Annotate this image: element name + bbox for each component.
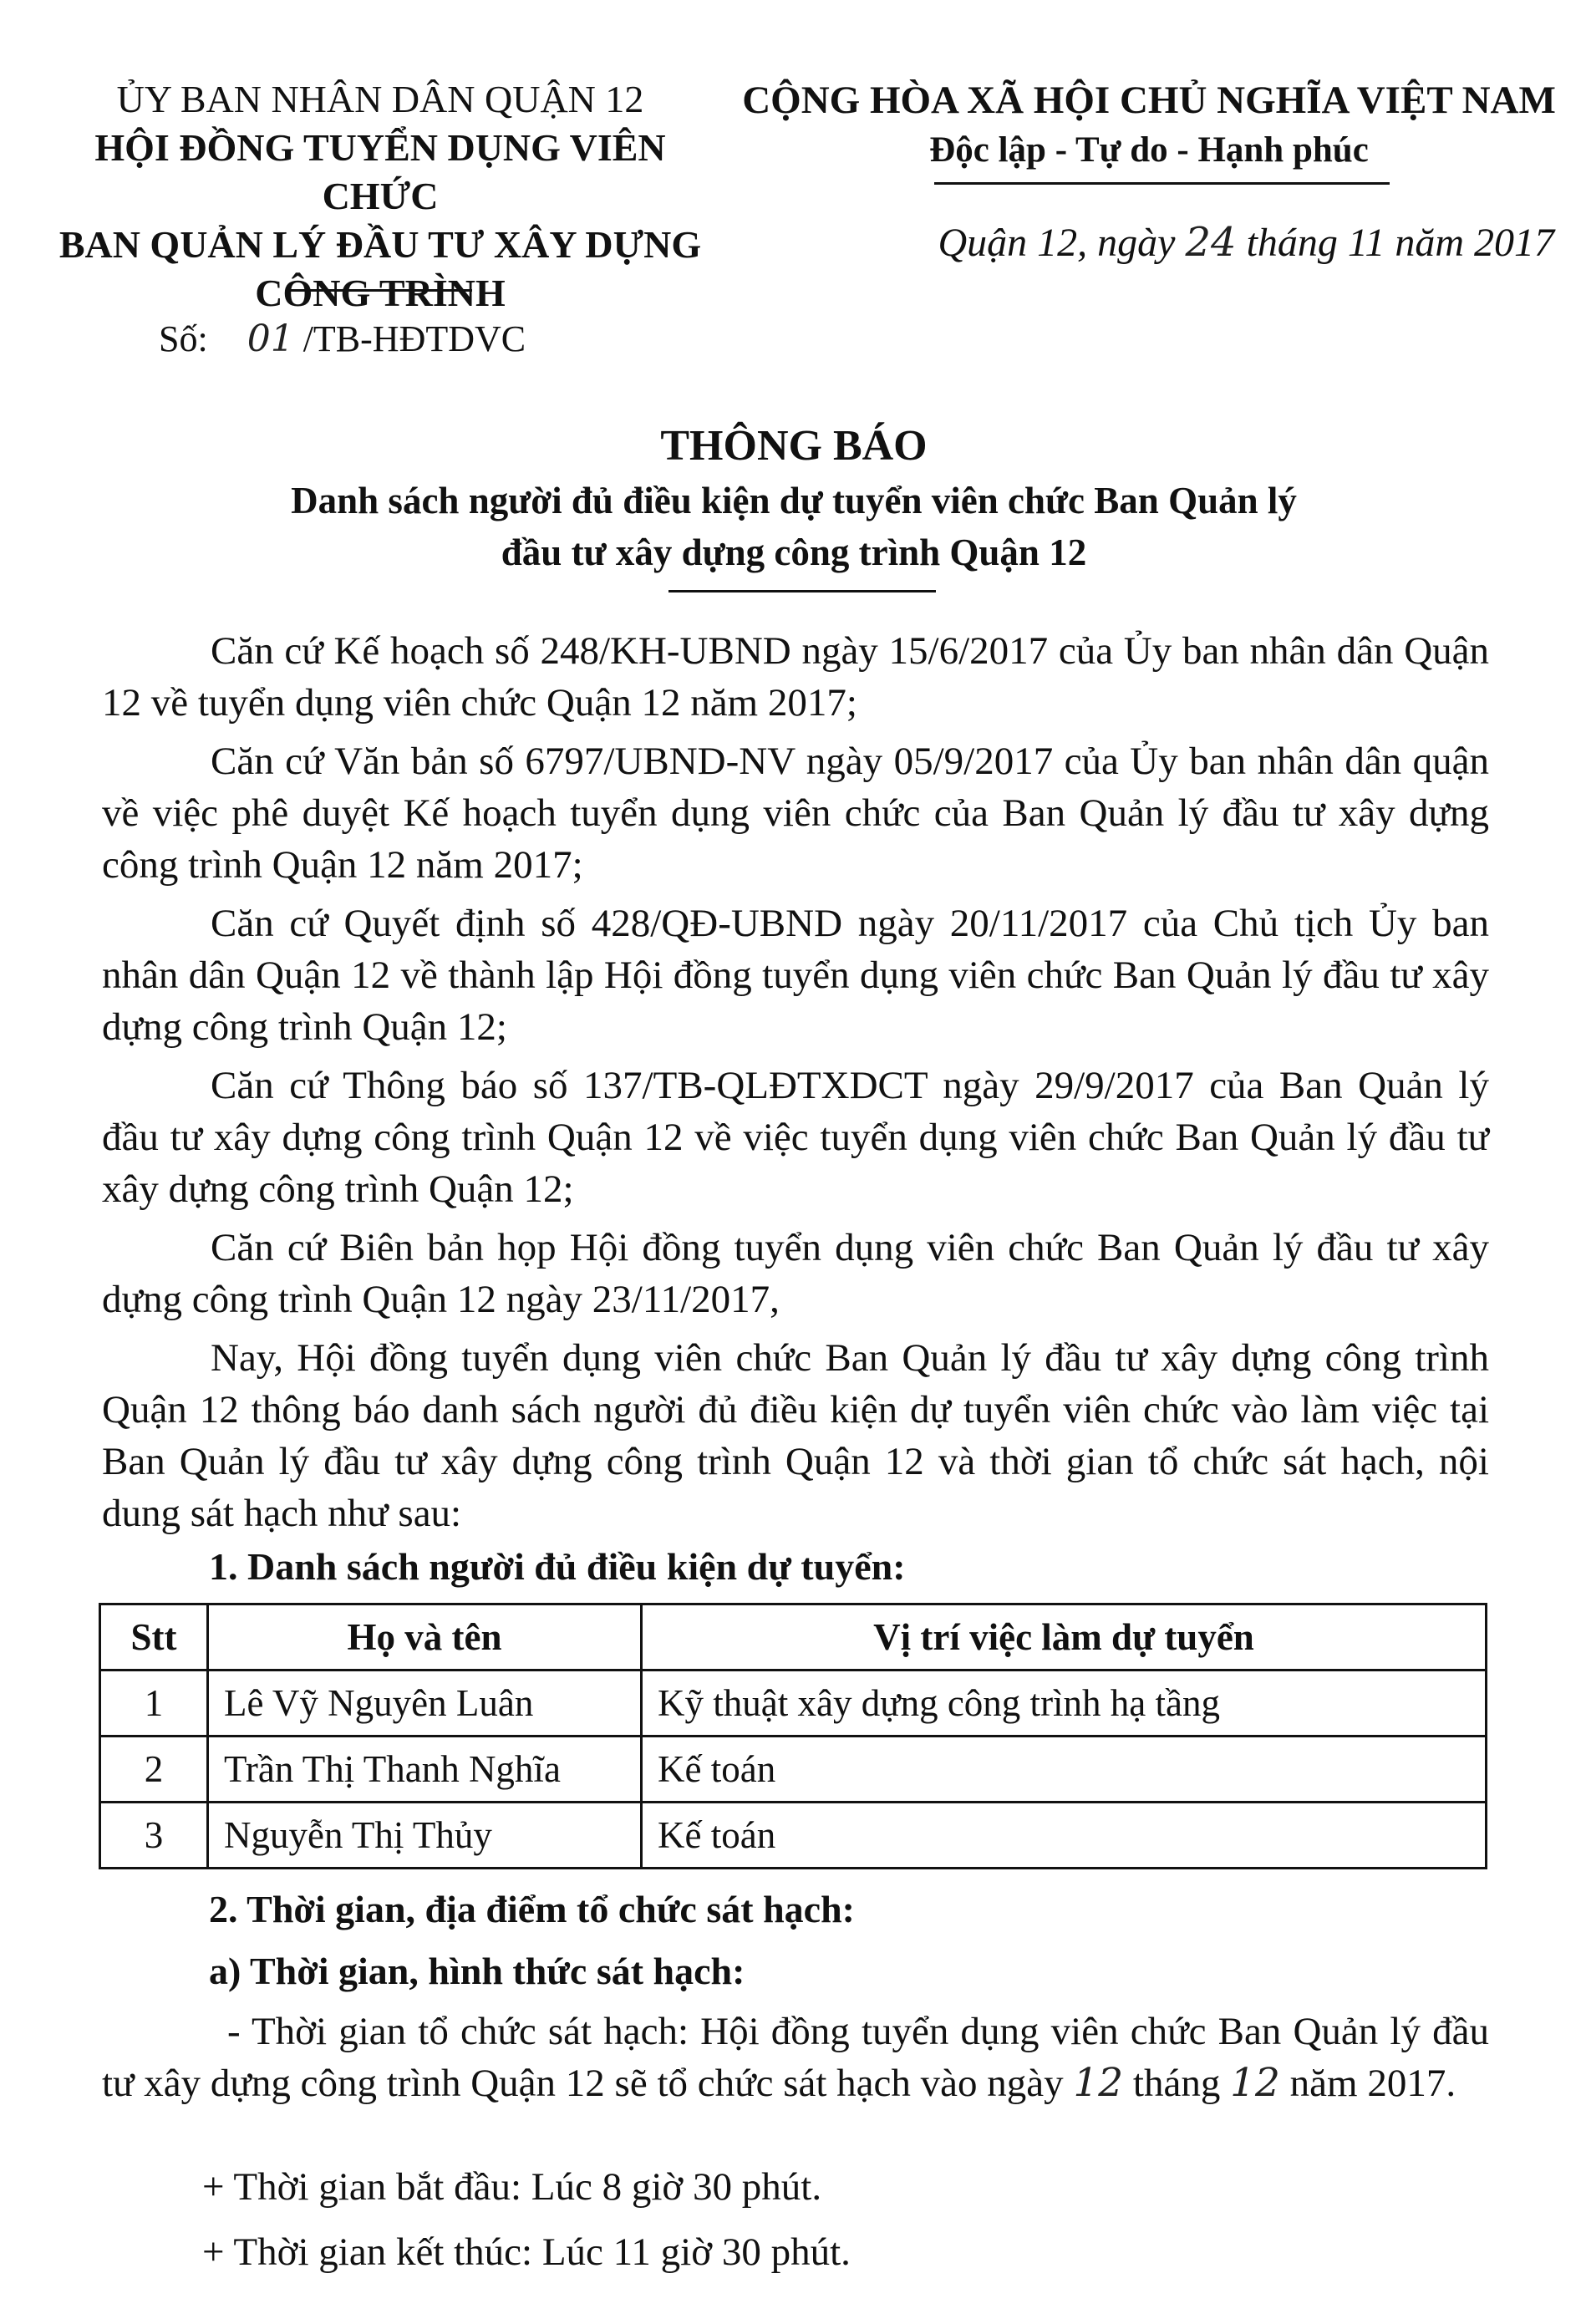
section-2a-heading: a) Thời gian, hình thức sát hạch: [209, 1950, 745, 1992]
exam-month-word: tháng [1132, 2062, 1221, 2105]
legal-basis-paragraph: Căn cứ Văn bản số 6797/UBND-NV ngày 05/9/2017 của Ủy ban nhân dân quận về việc phê duyệt Kế hoạch tuyển dụng viên chức của Ban Quản lý đầu tư xây dựng công trình Quận 12 năm 2017; [102, 740, 1489, 887]
schedule-paragraph [102, 2006, 1489, 2116]
notice-subtitle-line-1: Danh sách người đủ điều kiện dự tuyển viên chức Ban Quản lý [291, 480, 1297, 521]
exam-year-text: năm 2017. [1289, 2062, 1456, 2105]
authority-line-1: ỦY BAN NHÂN DÂN QUẬN 12 [116, 78, 644, 120]
cell-position: Kế toán [642, 1737, 1487, 1803]
announcement-paragraph: Nay, Hội đồng tuyển dụng viên chức Ban Quản lý đầu tư xây dựng công trình Quận 12 thông báo danh sách người đủ điều kiện dự tuyển viên chức vào làm việc tại Ban Quản lý đầu tư xây dựng công trình Quận 12 và thời gian tổ chức sát hạch, nội dung sát hạch như sau: [102, 1336, 1489, 1535]
notice-title: THÔNG BÁO [660, 422, 928, 470]
legal-basis-paragraph: Căn cứ Kế hoạch số 248/KH-UBND ngày 15/6/2017 của Ủy ban nhân dân Quận 12 về tuyển dụng viên chức Quận 12 năm 2017; [102, 629, 1489, 725]
cell-stt: 1 [100, 1671, 208, 1737]
exam-end-time: + Thời gian kết thúc: Lúc 11 giờ 30 phút. [202, 2230, 851, 2274]
nation-name: CỘNG HÒA XÃ HỘI CHỦ NGHĨA VIỆT NAM [742, 79, 1556, 122]
date-day-handwritten: 24 [1185, 219, 1237, 266]
cell-position: Kế toán [642, 1803, 1487, 1869]
national-heading-block [735, 75, 1563, 175]
date-month-year: tháng 11 năm 2017 [1246, 221, 1554, 265]
document-number [159, 318, 526, 360]
authority-line-2: HỘI ĐỒNG TUYỂN DỤNG VIÊN CHỨC [94, 126, 666, 217]
schedule-text [102, 2006, 1489, 2109]
table-row [100, 1671, 1487, 1737]
cell-stt: 3 [100, 1803, 208, 1869]
notice-subtitle-line-2: đầu tư xây dựng công trình Quận 12 [501, 531, 1087, 573]
exam-month-handwritten: 12 [1230, 2060, 1280, 2106]
cell-name: Lê Vỹ Nguyên Luân [208, 1671, 642, 1737]
candidate-table [99, 1603, 1487, 1869]
table-row [100, 1803, 1487, 1869]
column-header-name: Họ và tên [208, 1604, 642, 1671]
schedule-text-prefix: - Thời gian tổ chức sát hạch: Hội đồng tuyển dụng viên chức Ban Quản lý đầu tư xây dựng công trình Quận 12 sẽ tổ chức sát hạch vào ngày [102, 2010, 1489, 2105]
issuing-authority-block [33, 75, 727, 318]
authority-line-4: CÔNG TRÌNH [255, 272, 506, 314]
cell-position: Kỹ thuật xây dựng công trình hạ tầng [642, 1671, 1487, 1737]
section-2-heading: 2. Thời gian, địa điểm tổ chức sát hạch: [209, 1888, 855, 1930]
table-row [100, 1737, 1487, 1803]
legal-basis-paragraph: Căn cứ Biên bản họp Hội đồng tuyển dụng viên chức Ban Quản lý đầu tư xây dựng công trình Quận 12 ngày 23/11/2017, [102, 1226, 1489, 1321]
column-header-stt: Stt [100, 1604, 208, 1671]
cell-name: Nguyễn Thị Thủy [208, 1803, 642, 1869]
notice-body [102, 625, 1489, 1546]
motto-underline [934, 182, 1390, 185]
section-1-heading: 1. Danh sách người đủ điều kiện dự tuyển: [209, 1545, 906, 1588]
issue-date [802, 219, 1554, 266]
date-prefix: Quận 12, ngày [938, 221, 1176, 265]
title-underline [668, 590, 936, 592]
national-motto: Độc lập - Tự do - Hạnh phúc [929, 130, 1369, 170]
legal-basis-paragraph: Căn cứ Quyết định số 428/QĐ-UBND ngày 20/11/2017 của Chủ tịch Ủy ban nhân dân Quận 12 về thành lập Hội đồng tuyển dụng viên chức Ban Quản lý đầu tư xây dựng công trình Quận 12; [102, 902, 1489, 1049]
cell-name: Trần Thị Thanh Nghĩa [208, 1737, 642, 1803]
notice-title-block [50, 418, 1538, 578]
document-number-value: 01 [247, 318, 294, 360]
table-header-row [100, 1604, 1487, 1671]
document-number-suffix: /TB-HĐTDVC [302, 318, 526, 359]
legal-basis-paragraph: Căn cứ Thông báo số 137/TB-QLĐTXDCT ngày 29/9/2017 của Ban Quản lý đầu tư xây dựng công trình Quận 12 về việc tuyển dụng viên chức Ban Quản lý đầu tư xây dựng công trình Quận 12; [102, 1064, 1489, 1211]
exam-start-time: + Thời gian bắt đầu: Lúc 8 giờ 30 phút. [202, 2165, 822, 2209]
exam-day-handwritten: 12 [1073, 2060, 1124, 2106]
column-header-position: Vị trí việc làm dự tuyển [642, 1604, 1487, 1671]
cell-stt: 2 [100, 1737, 208, 1803]
authority-underline [288, 289, 472, 292]
authority-line-3: BAN QUẢN LÝ ĐẦU TƯ XÂY DỰNG [58, 223, 702, 266]
document-number-label: Số: [159, 318, 208, 359]
